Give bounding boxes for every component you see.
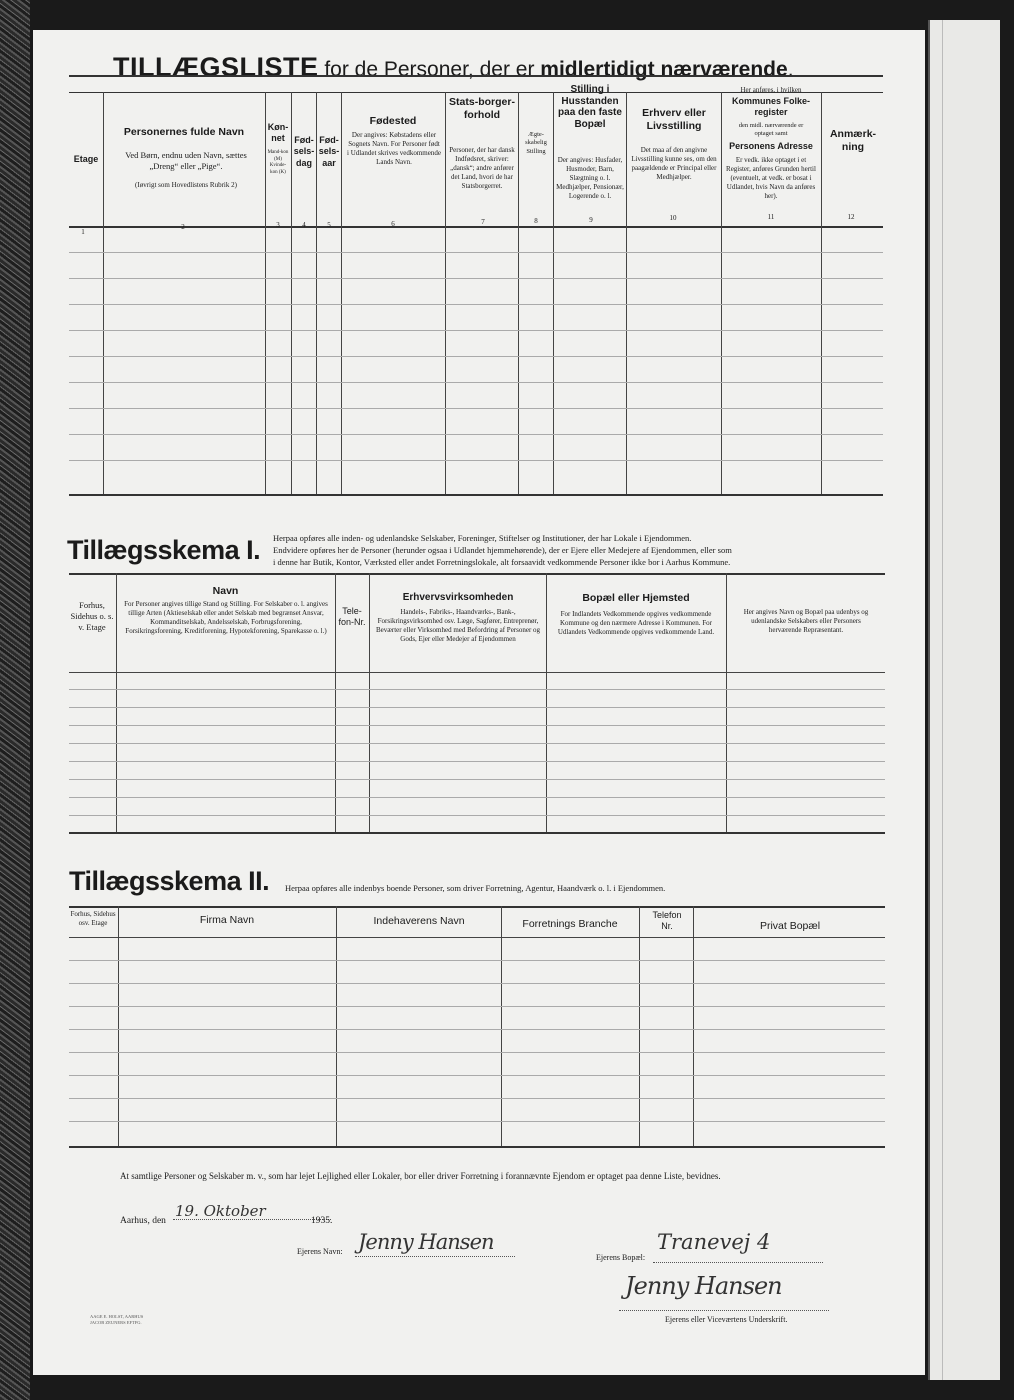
col-number: 4 [302,221,306,229]
col-number: 6 [391,220,395,228]
header-stats-sub: Personer, der har dansk Indfødsret, skriver: „dansk“; andre anfører det Land, hvori de har Statsborgerret. [449,146,515,191]
header-erhverv-sub: Det maa af den angivne Livsstilling kunne ses, om den paagældende er Principal eller Medhjælper. [631,146,717,182]
skema2-title: Tillægsskema II. [69,866,270,896]
col-number: 2 [181,223,185,231]
title-main: TILLÆGSLISTE [113,52,319,82]
header-kommune-a: Her anføres, i hvilken [740,86,802,94]
header-kommune-c: den midl. nærværende er optaget samt [738,122,804,138]
skema1-header-erhverv-sub: Handels-, Fabriks-, Haandværks-, Bank-, Forsikringsvirksomhed osv. Læge, Sagfører, Entreprenør, Beværter eller Virksomhed med Befordring af Personer og Gods, Ejer eller Medejer af Ejendommen [375,608,541,644]
skema1-header-bopael: Bopæl eller Hjemsted [582,592,690,604]
header-dag: Fød-sels-dag [293,135,315,168]
skema2-header-forhus: Forhus, Sidehus osv. Etage [70,910,116,928]
header-anm: Anmærk-ning [829,128,877,154]
date-handwritten: 19. Oktober [175,1202,266,1220]
header-aegte: Ægte-skabelig Stilling [525,131,547,155]
header-kommune-b: Kommunes Folke-register [731,96,810,118]
declaration-text: At samtlige Personer og Selskaber m. v., som har lejet Lejlighed eller Lokaler, bor eller driver Forretning i forannævnte Ejendom er optaget paa denne Liste, bevidnes. [120,1171,721,1181]
form-page [33,30,925,1375]
skema1-desc-1: Herpaa opføres alle inden- og udenlandske Selskaber, Foreninger, Stiftelser og Institutioner, der har Lokale i Ejendommen. [273,533,692,543]
col-number: 8 [534,217,538,225]
year: 1935. [311,1216,333,1226]
col-number: 9 [589,216,593,224]
skema1-header-navn: Navn [212,585,239,597]
skema2-header-indehaver: Indehaverens Navn [373,915,465,927]
skema2-desc: Herpaa opføres alle indenbys boende Personer, som driver Forretning, Agentur, Haandværk o. l. i Ejendommen. [285,883,666,893]
header-navn-note: (Iøvrigt som Hovedlistens Rubrik 2) [135,181,237,189]
skema1-desc-2: Endvidere opføres her de Personer (herunder ogsaa i Udlandet hjemmehørende), der er Ejere eller Medejere af Ejendommen, eller som [273,545,732,555]
col-number: 7 [481,218,485,226]
signature-handwritten: Jenny Hansen [625,1272,782,1300]
signature-label: Ejerens eller Viceværtens Underskrift. [665,1315,788,1324]
header-erhverv: Erhverv eller Livsstilling [642,107,706,133]
owner-name-label: Ejerens Navn: [297,1247,343,1256]
header-fodested-sub: Der angives: Købstadens eller Sognets Navn. For Personer født i Udlandet skrives vedkommende Lands Navn. [347,131,441,167]
skema1-header-tlf: Tele-fon-Nr. [338,606,366,628]
title-rule [69,75,883,77]
owner-address-label: Ejerens Bopæl: [596,1253,646,1262]
skema1-header-erhverv: Erhvervsvirksomheden [402,592,514,603]
printer-mark: AAGE E. HOLST, AARHUS JACOB ZEUNERS EFTFG. [90,1314,144,1325]
skema2-header-bopael: Privat Bopæl [759,920,821,932]
col-number: 5 [327,221,331,229]
skema1-header-bopael-sub: For Indlandets Vedkommende opgives vedkommende Kommune og den nærmere Adresse i Kommunen. For Udlandets Vedkommende opgives vedkommende Land. [557,610,715,637]
col-number: 1 [81,228,85,236]
title-rest-c: . [787,58,794,81]
place-label: Aarhus, den [120,1216,166,1226]
header-kon: Køn-net [267,122,289,144]
header-stats: Stats-borger-forhold [449,96,515,122]
header-navn: Personernes fulde Navn [123,126,245,138]
col-number: 11 [767,213,775,221]
header-fodested: Fødested [369,115,417,127]
skema2-header-branche: Forretnings Branche [522,918,618,930]
header-stilling: Stilling i Husstanden paa den faste Bopæl [558,84,622,130]
header-etage: Etage [73,154,99,164]
skema1-desc-3: i denne har Butik, Kontor, Værksted eller andet Forretningslokale, alt forsaavidt vedkommende Personer ikke bor i Aarhus Kommune. [273,557,731,567]
skema2-header-firma: Firma Navn [199,914,255,926]
page-title [113,52,913,83]
adjacent-page [928,20,1000,1380]
skema1-header-repr: Her angives Navn og Bopæl paa udenbys og udenlandske Selskabers eller Personers herværende Repræsentant. [743,608,869,635]
header-kon-sub: Mand-kon (M) Kvinde-kon (K) [267,150,289,175]
owner-address-handwritten: Tranevej 4 [657,1230,771,1254]
header-stilling-sub: Der angives: Husfader, Husmoder, Barn, Slægtning o. l. Medhjælper, Pensionær, Logerende o. l. [556,156,624,201]
title-rest-a: for de Personer, der er [318,58,541,81]
skema2-header-tlf: Telefon Nr. [652,910,682,932]
skema1-header-navn-sub: For Personer angives tillige Stand og Stilling. For Selskaber o. l. angives tillige Arten (Aktieselskab eller andet Selskab med begrænset Ansvar, Kommanditselskab, Andelsselskab, Forbrugsforening, Forsikringsforening, Kreditforening, Hypotekforening, Sparekasse o. l.) [124,600,328,636]
skema1-header-forhus: Forhus, Sidehus o. s. v. Etage [70,600,114,633]
skema1-title: Tillægsskema I. [67,535,261,565]
col-number: 12 [847,213,855,221]
header-kommune-d: Personens Adresse [729,141,813,151]
col-number: 10 [669,214,677,222]
header-kommune-e: Er vedk. ikke optaget i et Register, anføres Grunden hertil (eventuelt, at vedk. er bosat i Udlandet, hvis Navn da anføres her). [726,156,816,201]
header-aar: Fød-sels-aar [318,135,340,168]
owner-name-handwritten: Jenny Hansen [358,1230,494,1254]
title-rest-b: midlertidigt nærværende [540,58,788,81]
header-navn-sub: Ved Børn, endnu uden Navn, sættes „Dreng“ eller „Pige“. [125,150,247,172]
col-number: 3 [276,221,280,229]
book-binding [0,0,30,1400]
